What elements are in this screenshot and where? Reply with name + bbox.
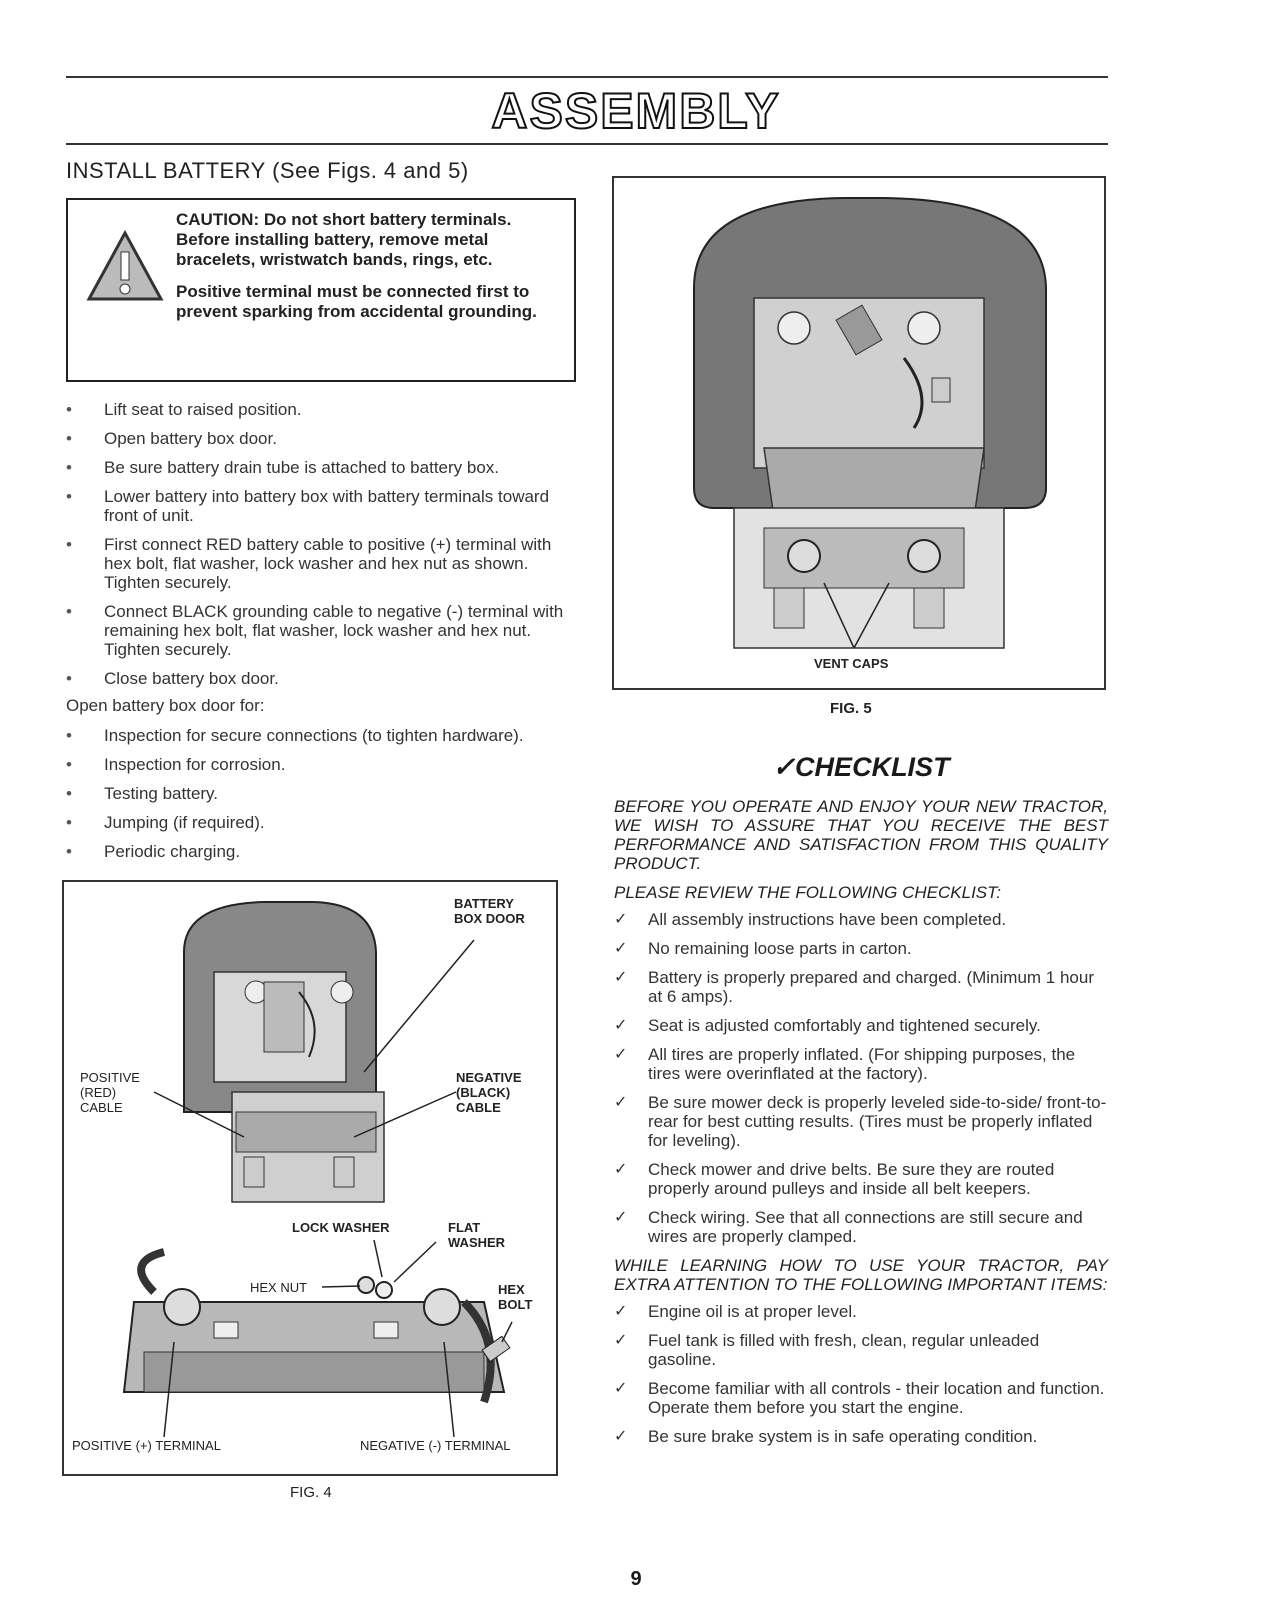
page-title: ASSEMBLY	[491, 83, 781, 139]
fig4-caption: FIG. 4	[290, 1484, 332, 1501]
while-learning-text: WHILE LEARNING HOW TO USE YOUR TRACTOR, PAY EXTRA ATTENTION TO THE FOLLOWING IMPORTANT ITEMS:	[614, 1256, 1108, 1294]
top-rule	[66, 76, 1108, 78]
label-positive-cable: POSITIVE (RED) CABLE	[80, 1070, 140, 1115]
install-battery-heading: INSTALL BATTERY (See Figs. 4 and 5)	[66, 158, 469, 183]
label-hex-nut: HEX NUT	[250, 1280, 308, 1295]
fig4-illustration	[64, 882, 556, 1474]
checklist-section	[614, 752, 1108, 1456]
warning-triangle-icon	[86, 230, 164, 302]
fig4-box	[62, 880, 558, 1476]
list-item: ✓ All tires are properly inflated. (For shipping purposes, the tires were overinflated at the factory).	[614, 1045, 1108, 1083]
list-item: • Lift seat to raised position.	[66, 400, 576, 419]
list-item: ✓ Battery is properly prepared and charged. (Minimum 1 hour at 6 amps).	[614, 968, 1108, 1006]
list-item: ✓ Become familiar with all controls - their location and function. Operate them before you start the engine.	[614, 1379, 1108, 1417]
list-item: • Testing battery.	[66, 784, 576, 803]
list-item: ✓ Be sure mower deck is properly leveled side-to-side/ front-to-rear for best cutting results. (Tires must be properly inflated for leveling).	[614, 1093, 1108, 1150]
list-item: ✓ Engine oil is at proper level.	[614, 1302, 1108, 1321]
title-underline	[66, 143, 1108, 145]
install-steps-list	[66, 400, 576, 688]
list-item: ✓ Be sure brake system is in safe operating condition.	[614, 1427, 1108, 1446]
checklist-items	[614, 910, 1108, 1246]
open-for-list	[66, 726, 576, 861]
important-items	[614, 1302, 1108, 1446]
label-vent-caps: VENT CAPS	[814, 656, 889, 671]
checklist-title: ✓CHECKLIST	[772, 752, 950, 782]
list-item: • First connect RED battery cable to positive (+) terminal with hex bolt, flat washer, lock washer and hex nut as shown. Tighten securely.	[66, 535, 576, 592]
list-item: ✓ No remaining loose parts in carton.	[614, 939, 1108, 958]
list-item: • Inspection for corrosion.	[66, 755, 576, 774]
list-item: • Periodic charging.	[66, 842, 576, 861]
open-for-label: Open battery box door for:	[66, 696, 265, 715]
left-column	[66, 158, 576, 871]
fig5-box	[612, 176, 1106, 690]
label-hex-bolt: HEX BOLT	[498, 1282, 533, 1312]
list-item: • Open battery box door.	[66, 429, 576, 448]
page-number: 9	[630, 1568, 642, 1590]
list-item: • Lower battery into battery box with battery terminals toward front of unit.	[66, 487, 576, 525]
label-positive-terminal: POSITIVE (+) TERMINAL	[72, 1438, 221, 1453]
positive-terminal-warning: Positive terminal must be connected first to prevent sparking from accidental grounding.	[176, 282, 537, 321]
checklist-review: PLEASE REVIEW THE FOLLOWING CHECKLIST:	[614, 883, 1001, 902]
caution-text: CAUTION: Do not short battery terminals. Before installing battery, remove metal bracelets, wristwatch bands, rings, etc.	[176, 210, 512, 269]
label-negative-cable: NEGATIVE (BLACK) CABLE	[456, 1070, 522, 1115]
label-negative-terminal: NEGATIVE (-) TERMINAL	[360, 1438, 511, 1453]
list-item: ✓ Seat is adjusted comfortably and tightened securely.	[614, 1016, 1108, 1035]
checklist-intro: BEFORE YOU OPERATE AND ENJOY YOUR NEW TRACTOR, WE WISH TO ASSURE THAT YOU RECEIVE THE BEST PERFORMANCE AND SATISFACTION FROM THIS QUALITY PRODUCT.	[614, 797, 1108, 873]
label-flat-washer: FLAT WASHER	[448, 1220, 506, 1250]
list-item: • Connect BLACK grounding cable to negative (-) terminal with remaining hex bolt, flat washer, lock washer and hex nut. Tighten securely.	[66, 602, 576, 659]
list-item: ✓ Check wiring. See that all connections are still secure and wires are properly clamped.	[614, 1208, 1108, 1246]
list-item: ✓ Check mower and drive belts. Be sure they are routed properly around pulleys and inside all belt keepers.	[614, 1160, 1108, 1198]
list-item: ✓ Fuel tank is filled with fresh, clean, regular unleaded gasoline.	[614, 1331, 1108, 1369]
list-item: • Be sure battery drain tube is attached to battery box.	[66, 458, 576, 477]
list-item: • Jumping (if required).	[66, 813, 576, 832]
list-item: • Close battery box door.	[66, 669, 576, 688]
fig5-illustration	[614, 178, 1104, 688]
list-item: ✓ All assembly instructions have been completed.	[614, 910, 1108, 929]
list-item: • Inspection for secure connections (to tighten hardware).	[66, 726, 576, 745]
label-lock-washer: LOCK WASHER	[292, 1220, 390, 1235]
label-battery-box-door: BATTERY BOX DOOR	[454, 896, 525, 926]
caution-box	[66, 198, 576, 382]
fig5-caption: FIG. 5	[830, 700, 872, 717]
